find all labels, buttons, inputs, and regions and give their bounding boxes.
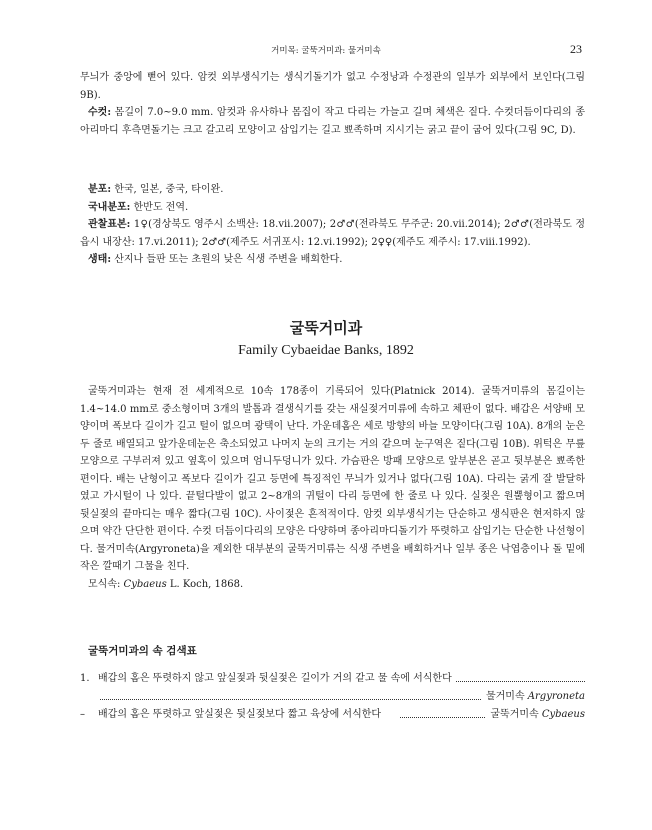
ecology-text: 산지나 들판 또는 초원의 낮은 식생 주변을 배회한다. (111, 254, 343, 265)
genus-key (80, 670, 585, 730)
korean-distribution-label: 국내분포: (88, 201, 131, 213)
species-description (80, 69, 585, 139)
page-number: 23 (570, 42, 582, 56)
specimens-examined (80, 216, 585, 251)
key-number: – (80, 709, 85, 720)
key-statement: 배갑의 홈은 뚜렷하지 않고 앞실젖과 뒷실젖은 길이가 거의 같고 물 속에 서식한다 (98, 670, 455, 688)
taxon-korean: 굴뚝거미속 (490, 709, 542, 720)
distribution-text: 한국, 일본, 중국, 타이완. (111, 184, 224, 195)
ecology-label: 생태: (88, 254, 112, 265)
female-description-tail: 무늬가 중앙에 뻗어 있다. 암컷 외부생식기는 생식기돌기가 없고 수정낭과 수정관의 일부가 외부에서 보인다(그림 9B). (80, 72, 585, 101)
ecology (80, 251, 585, 269)
specimens-label: 관찰표본: (88, 219, 131, 230)
key-number: 1. (80, 673, 90, 684)
genus-key-title: 굴뚝거미과의 속 검색표 (88, 645, 197, 657)
key-couplet-1 (80, 670, 585, 688)
korean-distribution-text: 한반도 전역. (130, 201, 189, 213)
family-title-latin: Family Cybaeidae Banks, 1892 (238, 343, 414, 358)
specimens-text: 1♀(경상북도 영주시 소백산: 18.vii.2007); 2♂♂(전라북도 무주군: 20.vii.2014); 2♂♂(전라북도 정읍시 내장산: 17.vi.2011); 2♂♂(제주도 서귀포시: 12.vi.1992); 2♀♀(제주도 제주시: 17.viii.1992). (80, 219, 585, 248)
species-records (80, 181, 585, 269)
leader-dots (400, 717, 485, 718)
male-text: 몸길이 7.0~9.0 mm. 암컷과 유사하나 몸집이 작고 다리는 가늘고 길며 체색은 짙다. 수컷더듬이다리의 종아리마디 후측면돌기는 크고 갈고리 모양이고 삽입기는 길고 뾰족하며 지시기는 굵고 끝이 굽어 있다(그림 9C, D). (80, 107, 585, 136)
key-taxon (482, 688, 585, 706)
family-title-korean: 굴뚝거미과 (289, 319, 363, 337)
type-genus-author: L. Koch, 1868. (166, 578, 244, 590)
taxon-korean: 물거미속 (485, 691, 528, 702)
korean-distribution (80, 199, 585, 217)
family-paragraph: 굴뚝거미과는 현재 전 세계적으로 10속 178종이 기록되어 있다(Platnick 2014). 굴뚝거미류의 몸길이는 1.4~14.0 mm로 중소형이며 3개의 발톱과 결생식기를 갖는 새실젖거미류에 속하고 체판이 없다. 배갑은 서양배 모양이며 폭보다 길이가 길고 털이 없으며 광택이 난다. 가운데홈은 세로 방향의 바늘 모양이다(그림 10A). 8개의 눈은 두 줄로 배열되고 앞가운데눈은 축소되었고 나머지 눈의 크기는 거의 같으며 눈구역은 짙다(그림 10B). 위턱은 무릎 모양으로 구부러져 있고 옆혹이 있으며 엄니두덩니가 있다. 가슴판은 방패 모양으로 앞부분은 곧고 뒷부분은 뾰족한 편이다. 배는 난형이고 폭보다 길이가 길고 등면에 특징적인 무늬가 있거나 없다(그림 10A). 다리는 굵게 잘 발달하였고 가시털이 나 있다. 끝털다발이 없고 2~8개의 귀털이 다리 등면에 한 줄로 나 있다. 실젖은 원뿔형이고 짧으며 뒷실젖의 끝마디는 매우 짧다(그림 10C). 사이젖은 흔적적이다. 암컷 외부생식기는 단순하고 생식판은 현저하지 않으며 약간 단단한 편이다. 수컷 더듬이다리의 모양은 다양하며 종아리마디돌기가 뚜렷하고 삽입기는 단순한 나선형이다. 물거미속(Argyroneta)을 제외한 대부분의 굴뚝거미류는 식생 주변을 배회하거나 일부 종은 낙엽층이나 돌 밑에 작은 깔때기 그물을 친다. (80, 386, 586, 572)
type-genus (80, 576, 585, 594)
key-statement: 배갑의 홈은 뚜렷하고 앞실젖은 뒷실젖보다 짧고 육상에 서식한다 (98, 706, 384, 724)
type-genus-name: Cybaeus (123, 578, 167, 590)
key-taxon (486, 706, 585, 724)
running-head: 거미목: 굴뚝거미과: 물거미속 (271, 46, 381, 56)
distribution-label: 분포: (88, 184, 112, 195)
type-genus-label: 모식속: (88, 578, 121, 590)
taxon-latin: Argyroneta (527, 691, 585, 702)
taxon-latin: Cybaeus (541, 709, 585, 720)
distribution (80, 181, 585, 199)
male-label: 수컷: (88, 107, 112, 118)
family-description (80, 383, 585, 593)
male-description (80, 104, 585, 139)
key-couplet-1-alt (80, 706, 585, 724)
key-couplet-1-result (80, 688, 585, 706)
